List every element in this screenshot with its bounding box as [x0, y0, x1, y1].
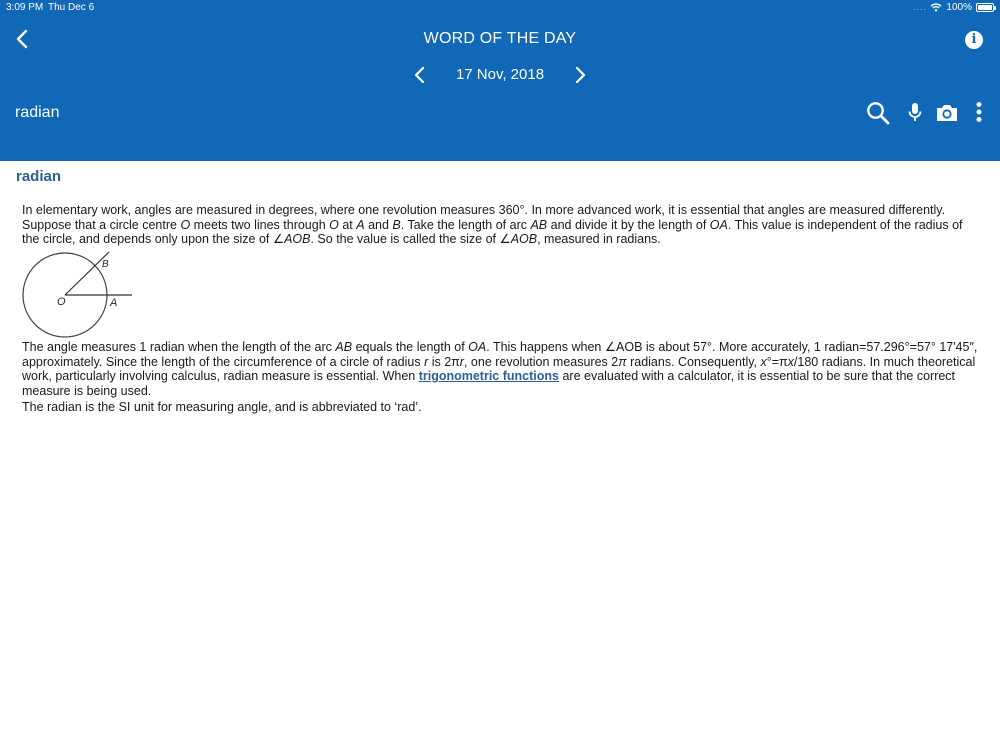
definition-paragraph-1: In elementary work, angles are measured in degrees, where one revolution measures 360°. In more advanced work, it is essential that angles are measured differently. Suppose that a circle centre O meets two lines through O at A and B. Take the length of arc AB and divide it by the length of OA. This value is independent of the radius of the circle, and depends only upon the size of ∠AOB. So the value is called the size of ∠AOB, measured in radians. [22, 203, 963, 247]
battery-icon [976, 3, 994, 12]
search-button[interactable] [865, 100, 891, 126]
chevron-left-icon [410, 64, 430, 86]
diagram-label-a: A [110, 297, 118, 309]
definition-paragraph-2: The angle measures 1 radian when the length of the arc AB equals the length of OA. This happens when ∠AOB is about 57°. More accurately, 1 radian=57.296°=57° 17′45″, approximately. Since the length of the circumference of a circle of radius r is 2πr, one revolution measures 2π radians. Consequently, x°=πx/180 radians. In much theoretical work, particularly involving calculus, radian measure is essential. When trigonometric functions are evaluated with a calculator, it is essential to be sure that the correct measure is being used. [22, 340, 978, 398]
search-term[interactable]: radian [15, 104, 60, 121]
chevron-right-icon [570, 64, 590, 86]
date-navigator [0, 64, 1000, 86]
battery-percent: 100% [946, 2, 972, 13]
definition-paragraph-3: The radian is the SI unit for measuring angle, and is abbreviated to ‘rad’. [22, 400, 422, 414]
signal-icon: .... [913, 3, 927, 12]
app-header [0, 0, 1000, 161]
battery-fill [978, 5, 992, 10]
diagram-label-o: O [57, 296, 66, 308]
app-title: WORD OF THE DAY [423, 30, 577, 47]
wifi-icon [930, 3, 942, 12]
trigonometric-functions-link[interactable]: trigonometric functions [418, 369, 559, 384]
status-time: 3:09 PM [6, 2, 44, 13]
more-menu-button[interactable] [968, 100, 994, 126]
camera-icon [934, 100, 960, 126]
more-vertical-icon [968, 100, 990, 126]
search-icon [865, 100, 891, 126]
radian-diagram [20, 249, 135, 339]
next-date-button[interactable] [570, 64, 590, 86]
chevron-left-icon [12, 28, 34, 50]
status-bar [0, 0, 1000, 16]
status-right [914, 2, 994, 13]
entry-title: radian [16, 168, 62, 185]
voice-search-button[interactable] [904, 100, 930, 126]
status-date: Thu Dec 6 [48, 2, 95, 13]
previous-date-button[interactable] [410, 64, 430, 86]
current-date: 17 Nov, 2018 [455, 66, 545, 83]
mic-icon [904, 100, 926, 126]
back-button[interactable] [12, 28, 34, 50]
entry-content [0, 161, 1000, 750]
info-button[interactable] [965, 31, 983, 49]
camera-button[interactable] [934, 100, 960, 126]
diagram-label-b: B [102, 259, 109, 270]
info-icon: i [971, 32, 977, 47]
